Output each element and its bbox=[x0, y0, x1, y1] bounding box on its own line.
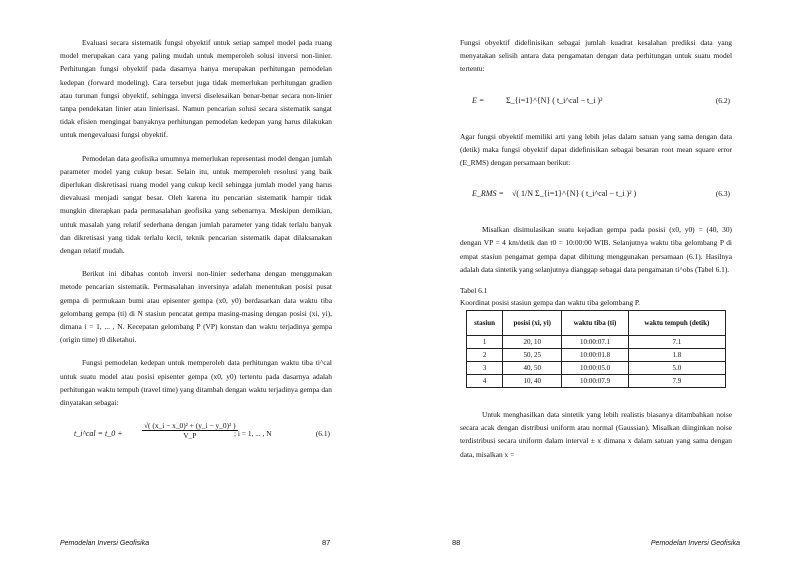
table-cell: 40, 50 bbox=[503, 362, 562, 375]
equation-body: Σ_{i=1}^{N} ( t_i^cal − t_i )² bbox=[506, 95, 603, 105]
paragraph: Fungsi obyektif didefinisikan sebagai jumlah kuadrat kesalahan prediksi data yang menyatakan selisih antara data pengamatan dengan data perhitungan untuk suatu model tertentu: bbox=[460, 38, 732, 74]
paragraph: Fungsi pemodelan kedepan untuk memperoleh data perhitungan waktu tiba ti^cal untuk suatu model atau posisi episenter gempa (x0, y0) tertentu pada dasarnya adalah perhitungan waktu tempuh (travel time) yang ditambah dengan waktu terjadinya gempa dan dinyatakan sebagai: bbox=[60, 358, 332, 408]
table-cell: 1.8 bbox=[628, 349, 725, 362]
equation-number: (6.2) bbox=[715, 95, 730, 105]
footer-title: Pemodelan Inversi Geofisika bbox=[650, 540, 740, 547]
equation-denominator: V_P bbox=[183, 431, 197, 441]
paragraph: Misalkan disimulasikan suatu kejadian gempa pada posisi (x0, y0) = (40, 30) dengan VP = 4 km/detik dan t0 = 10:00:00 WIB. Selanjutnya waktu tiba gelombang P di empat stasiun pengamat gempa dapat dihitung menggunakan persamaan (6.1). Hasilnya adalah data sintetik yang selanjutnya dianggap sebagai data pengamatan ti^obs (Tabel 6.1). bbox=[460, 225, 732, 274]
table-cell: 2 bbox=[467, 349, 503, 362]
paragraph: Evaluasi secara sistematik fungsi obyektif untuk setiap sampel model pada ruang model merupakan cara yang paling mudah untuk memperoleh solusi inversi non-linier. Perhitungan fungsi obyektif pada dasarnya hanya merupakan perhitungan pemodelan kedepan (forward modeling). Cara tersebut juga tidak memerlukan perhitungan gradien atau turunan fungsi obyektif, sehingga inversi diselesaikan benar-benar secara non-linier tanpa pendekatan linier atau linierisasi. Namun pencarian solusi secara sistematik sangat tidak efisien mengingat banyaknya perhitungan pemodelan kedepan yang harus dilakukan untuk mengevaluasi fungsi obyektif. bbox=[60, 38, 332, 140]
table-cell: 10:00:07.9 bbox=[562, 375, 628, 388]
table-cell: 10, 40 bbox=[503, 375, 562, 388]
equation-number: (6.1) bbox=[315, 429, 330, 439]
equation-number: (6.3) bbox=[715, 189, 730, 199]
equation-numerator: √( (x_i − x_0)² + (y_i − y_0)² ) bbox=[144, 421, 236, 431]
equation-body: √( 1/N Σ_{i=1}^{N} ( t_i^cal − t_i )² ) bbox=[512, 189, 637, 199]
page-number: 88 bbox=[452, 538, 461, 547]
equation-6-1 bbox=[60, 419, 332, 453]
equation-lhs: E = bbox=[472, 95, 485, 105]
table-cell: 4 bbox=[467, 375, 503, 388]
table-row bbox=[467, 362, 726, 375]
equation-lhs: t_i^cal = t_0 + bbox=[74, 429, 123, 439]
table-caption: Koordinat posisi stasiun gempa dan waktu tiba gelombang P. bbox=[460, 298, 641, 308]
right-page bbox=[400, 0, 800, 565]
table-header: waktu tiba (ti) bbox=[562, 311, 628, 336]
right-text-column bbox=[460, 36, 732, 471]
table-cell: 5.0 bbox=[628, 362, 725, 375]
table-header-row bbox=[467, 311, 726, 336]
table-row bbox=[467, 375, 726, 388]
paragraph: Pemodelan data geofisika umumnya memerlukan representasi model dengan jumlah parameter model yang cukup besar. Selain itu, untuk memperoleh resolusi yang baik diperlukan diskretisasi ruang model yang cukup kecil sehingga jumlah model yang harus dievaluasi menjadi sangat besar. Oleh karena itu pencarian sistematik hampir tidak mungkin diterapkan pada permasalahan geofisika yang sebenarnya. Meskipun demikian, untuk masalah yang relatif sederhana dengan jumlah parameter yang tidak terlalu banyak dan dikretisasi yang tidak terlalu kecil, teknik pencarian sistematik dapat dilaksanakan dengan relatif mudah. bbox=[60, 153, 332, 256]
table-cell: 10:00:07.1 bbox=[562, 336, 628, 349]
footer-title: Pemodelan Inversi Geofisika bbox=[60, 540, 150, 547]
equation-6-2 bbox=[460, 86, 732, 120]
table-cell: 10:00:05.0 bbox=[562, 362, 628, 375]
table-header: stasiun bbox=[467, 311, 503, 336]
table-cell: 20, 10 bbox=[503, 336, 562, 349]
paragraph: Agar fungsi obyektif memiliki arti yang lebih jelas dalam satuan yang sama dengan data (detik) maka fungsi obyektif dapat didefinisikan sebagai besaran root mean square error (E_RMS) dengan persamaan berikut: bbox=[460, 131, 732, 168]
equation-6-3 bbox=[460, 179, 732, 213]
table-header: posisi (xi, yi) bbox=[503, 311, 562, 336]
equation-tail: ; i = 1, ... , N bbox=[234, 429, 272, 439]
table-cell: 50, 25 bbox=[503, 349, 562, 362]
table-cell: 7.9 bbox=[628, 375, 725, 388]
page-number: 87 bbox=[322, 538, 331, 547]
table-cell: 7.1 bbox=[628, 336, 725, 349]
equation-lhs: E_RMS = bbox=[472, 189, 504, 199]
table-cell: 1 bbox=[467, 336, 503, 349]
paragraph: Untuk menghasilkan data sintetik yang lebih realistis biasanya ditambahkan noise secara acak dengan distribusi uniform atau normal (Gaussian). Misalkan diinginkan noise terdistribusi secara uniform dalam interval ± x dimana x dalam satuan yang sama dengan data, misalkan x = bbox=[460, 410, 732, 459]
table-row bbox=[467, 336, 726, 349]
table-row bbox=[467, 349, 726, 362]
equation-fraction bbox=[142, 421, 238, 440]
table-header: waktu tempuh (detik) bbox=[628, 311, 725, 336]
table-label: Tabel 6.1 bbox=[460, 286, 488, 296]
table-cell: 10:00:01.8 bbox=[562, 349, 628, 362]
table-cell: 3 bbox=[467, 362, 503, 375]
left-text-column bbox=[60, 36, 332, 463]
paragraph: Berikut ini dibahas contoh inversi non-linier sederhana dengan menggunakan metode pencarian sistematik. Permasalahan inversinya adalah menentukan posisi pusat gempa di permukaan bumi atau episenter gempa (x0, y0) berdasarkan data waktu tiba gelombang gempa (ti) di N stasiun pencatat gempa masing-masing dengan posisi (xi, yi), dimana i = 1, ... , N. Kecepatan gelombang P (VP) konstan dan waktu terjadinya gempa (origin time) t0 diketahui. bbox=[60, 269, 332, 345]
station-table bbox=[466, 310, 726, 388]
